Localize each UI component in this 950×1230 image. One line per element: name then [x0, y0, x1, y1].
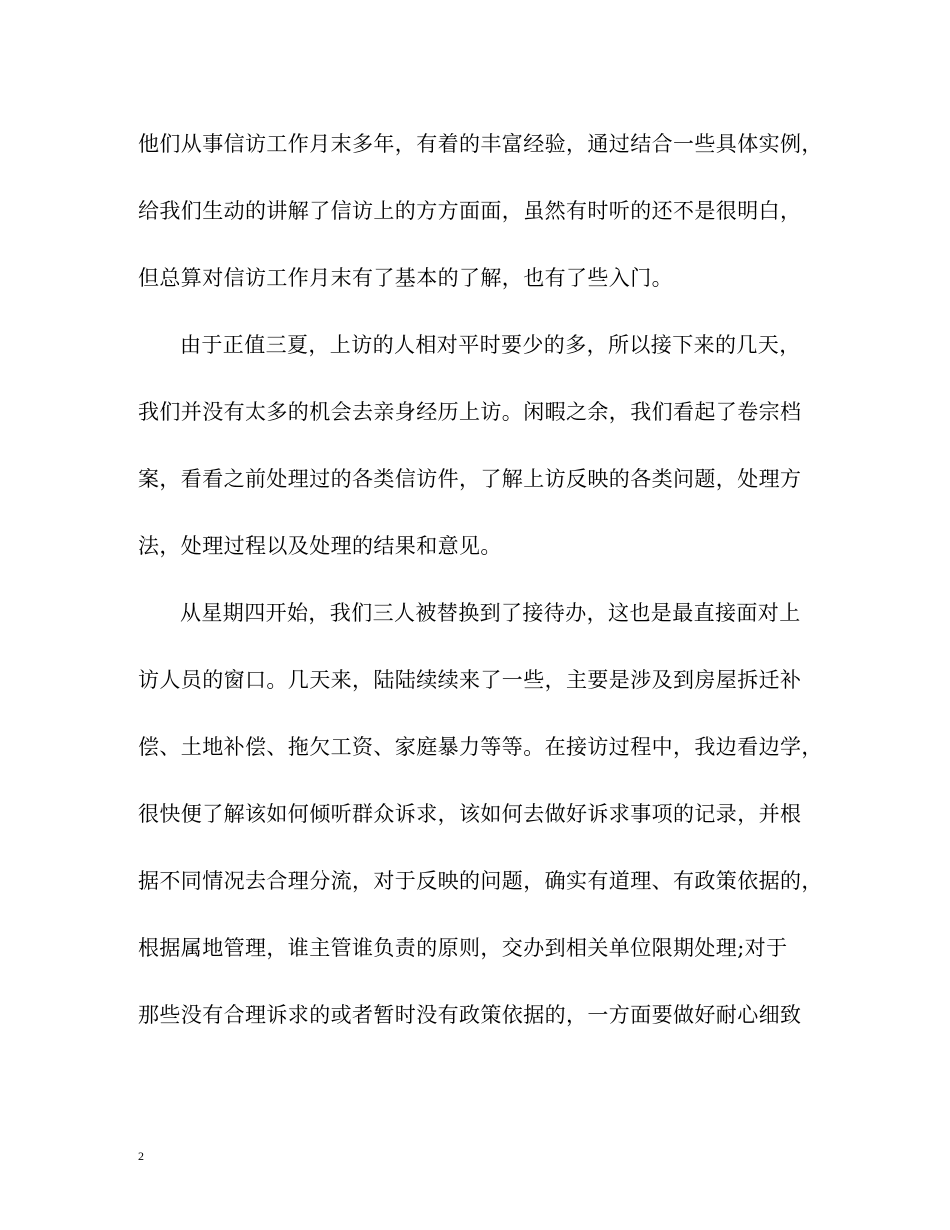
text-line-6: 案，看看之前处理过的各类信访件，了解上访反映的各类问题，处理方 [138, 467, 802, 491]
text-line-11: 很快便了解该如何倾听群众诉求，该如何去做好诉求事项的记录，并根 [138, 802, 802, 826]
text-line-12: 据不同情况去合理分流，对于反映的问题，确实有道理、有政策依据的， [138, 869, 823, 893]
text-line-9: 访人员的窗口。几天来，陆陆续续来了一些，主要是涉及到房屋拆迁补 [138, 668, 802, 692]
text-line-1: 他们从事信访工作月末多年，有着的丰富经验，通过结合一些具体实例， [138, 132, 823, 156]
text-line-7: 法，处理过程以及处理的结果和意见。 [138, 534, 502, 558]
text-line-2: 给我们生动的讲解了信访上的方方面面，虽然有时听的还不是很明白， [138, 199, 802, 223]
text-line-5: 我们并没有太多的机会去亲身经历上访。闲暇之余，我们看起了卷宗档 [138, 400, 802, 424]
page-number: 2 [138, 1149, 144, 1163]
text-line-14: 那些没有合理诉求的或者暂时没有政策依据的，一方面要做好耐心细致 [138, 1003, 802, 1027]
text-line-4: 由于正值三夏，上访的人相对平时要少的多，所以接下来的几天， [180, 333, 801, 357]
text-line-3: 但总算对信访工作月末有了基本的了解，也有了些入门。 [138, 266, 673, 290]
text-line-8: 从星期四开始，我们三人被替换到了接待办，这也是最直接面对上 [180, 601, 801, 625]
text-line-10: 偿、土地补偿、拖欠工资、家庭暴力等等。在接访过程中，我边看边学， [138, 735, 823, 759]
text-line-13: 根据属地管理，谁主管谁负责的原则，交办到相关单位限期处理;对于 [138, 936, 788, 960]
